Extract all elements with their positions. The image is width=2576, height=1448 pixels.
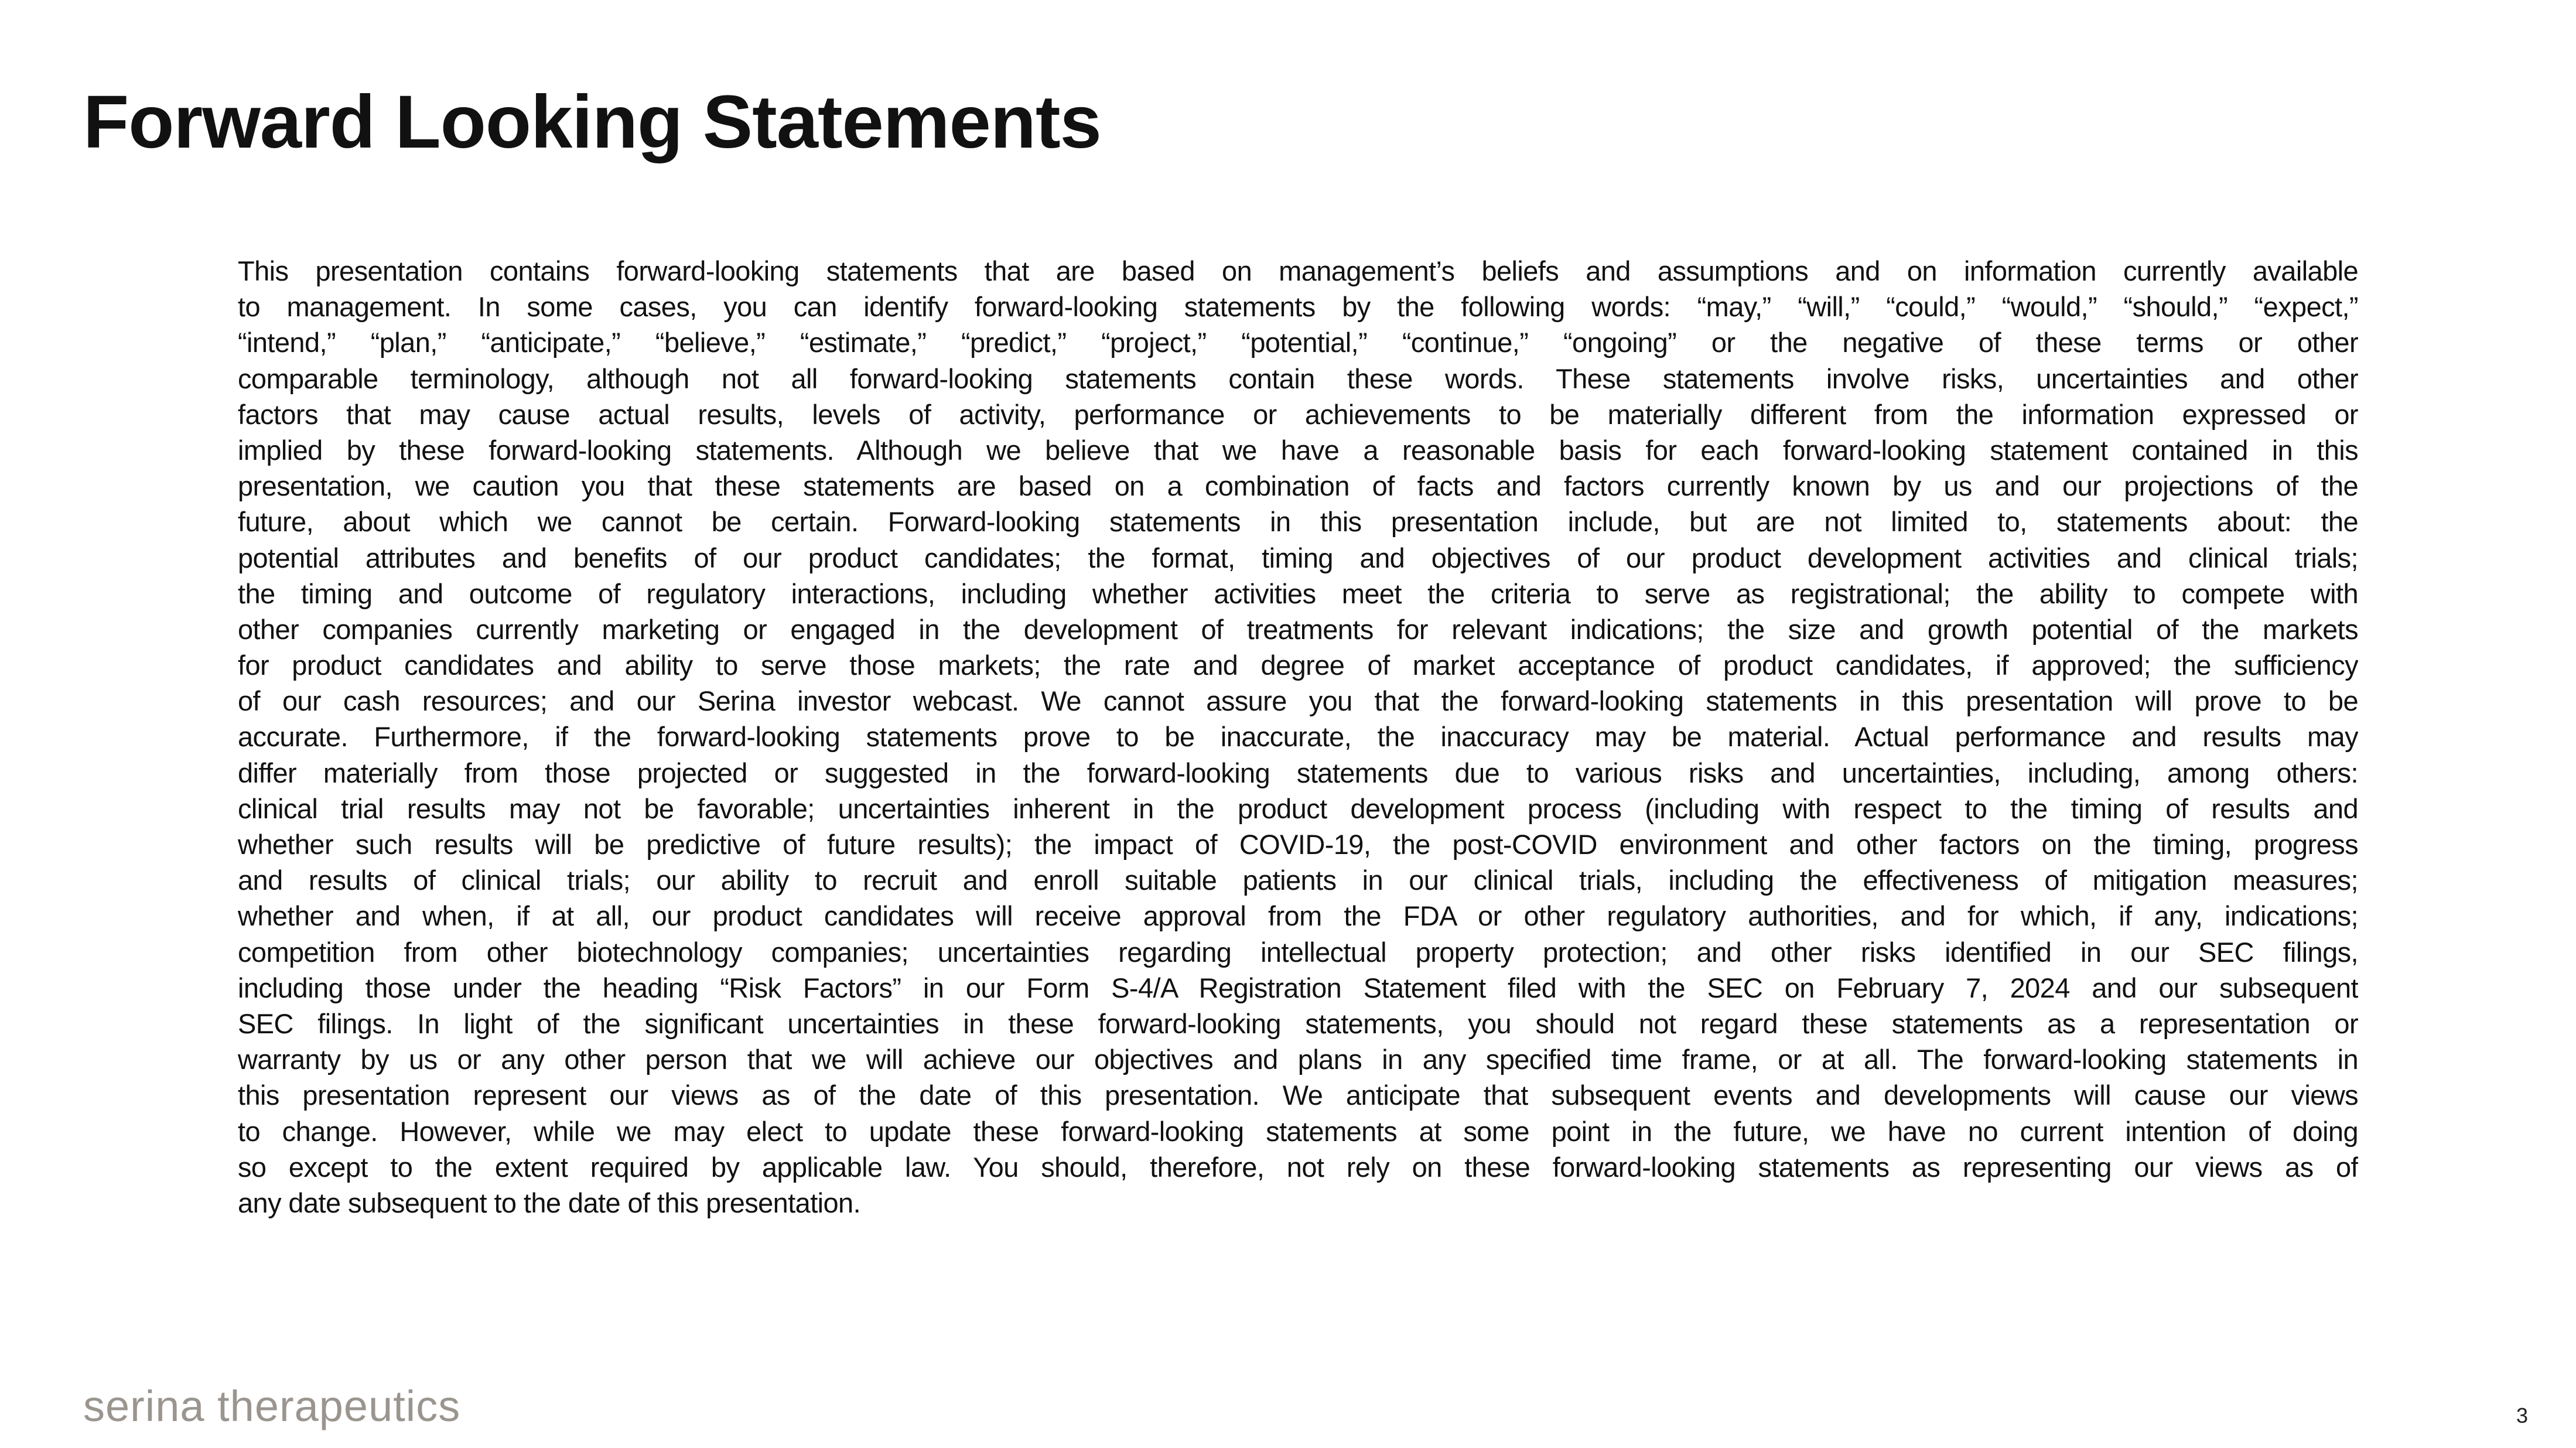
body-text-line: and results of clinical trials; our ability to recruit and enroll suitable patients in our clinical trials, including the effectiveness of mitigation measures;	[238, 865, 2358, 896]
body-text-line: this presentation represent our views as of the date of this presentation. We anticipate that subsequent events and developments will cause our views	[238, 1080, 2358, 1111]
body-text-line: potential attributes and benefits of our product candidates; the format, timing and objectives of our product development activities and clinical trials;	[238, 542, 2358, 573]
body-text-line: any date subsequent to the date of this presentation.	[238, 1187, 861, 1218]
body-text-line: future, about which we cannot be certain. Forward-looking statements in this presentation include, but are not limited to, statements about: the	[238, 506, 2358, 538]
body-text-line: of our cash resources; and our Serina investor webcast. We cannot assure you that the forward-looking statements in this presentation will prove to be	[238, 685, 2358, 717]
body-text-line: This presentation contains forward-looking statements that are based on management’s beliefs and assumptions and on information currently available	[238, 255, 2358, 286]
body-text-line: for product candidates and ability to serve those markets; the rate and degree of market acceptance of product candidates, if approved; the sufficiency	[238, 650, 2358, 681]
body-text-line: other companies currently marketing or engaged in the development of treatments for relevant indications; the size and growth potential of the markets	[238, 613, 2358, 645]
body-text-line: the timing and outcome of regulatory interactions, including whether activities meet the criteria to serve as registrational; the ability to compete with	[238, 578, 2358, 609]
company-logo: serina therapeutics	[83, 1382, 461, 1430]
body-text-line: including those under the heading “Risk Factors” in our Form S-4/A Registration Statement filed with the SEC on February 7, 2024 and our subsequent	[238, 972, 2358, 1003]
body-text-line: implied by these forward-looking statements. Although we believe that we have a reasonable basis for each forward-looking statement contained in this	[238, 434, 2358, 466]
body-text-line: competition from other biotechnology companies; uncertainties regarding intellectual property protection; and other risks identified in our SEC filings,	[238, 936, 2358, 968]
disclaimer-body	[238, 253, 2358, 1221]
body-text-line: to management. In some cases, you can identify forward-looking statements by the following words: “may,” “will,” “could,” “would,” “should,” “expect,”	[238, 291, 2358, 323]
page-title: Forward Looking Statements	[83, 80, 1101, 164]
body-text-line: SEC filings. In light of the significant uncertainties in these forward-looking statements, you should not regard these statements as a representation or	[238, 1008, 2358, 1039]
body-text-line: presentation, we caution you that these statements are based on a combination of facts and factors currently known by us and our projections of the	[238, 470, 2358, 502]
body-text-line: accurate. Furthermore, if the forward-looking statements prove to be inaccurate, the inaccuracy may be material. Actual performance and results may	[238, 721, 2358, 753]
page-number: 3	[2516, 1403, 2529, 1427]
body-text-line: whether such results will be predictive of future results); the impact of COVID-19, the post-COVID environment and other factors on the timing, progress	[238, 829, 2358, 860]
body-text-line: differ materially from those projected or suggested in the forward-looking statements due to various risks and uncertainties, including, among others:	[238, 757, 2358, 788]
body-text-line: clinical trial results may not be favorable; uncertainties inherent in the product development process (including with respect to the timing of results and	[238, 793, 2358, 824]
body-text-line: warranty by us or any other person that we will achieve our objectives and plans in any specified time frame, or at all. The forward-looking statements in	[238, 1044, 2358, 1075]
body-text-line: to change. However, while we may elect to update these forward-looking statements at some point in the future, we have no current intention of doing	[238, 1115, 2358, 1147]
body-text-line: whether and when, if at all, our product candidates will receive approval from the FDA or other regulatory authorities, and for which, if any, indications;	[238, 900, 2358, 932]
body-text-line: factors that may cause actual results, levels of activity, performance or achievements to be materially different from the information expressed or	[238, 398, 2358, 430]
body-text-line: so except to the extent required by applicable law. You should, therefore, not rely on these forward-looking statements as representing our views as of	[238, 1151, 2358, 1183]
body-text-line: comparable terminology, although not all forward-looking statements contain these words. These statements involve risks, uncertainties and other	[238, 363, 2358, 394]
body-text-line: “intend,” “plan,” “anticipate,” “believe,” “estimate,” “predict,” “project,” “potential,” “continue,” “ongoing” or the negative of these terms or other	[238, 327, 2358, 358]
